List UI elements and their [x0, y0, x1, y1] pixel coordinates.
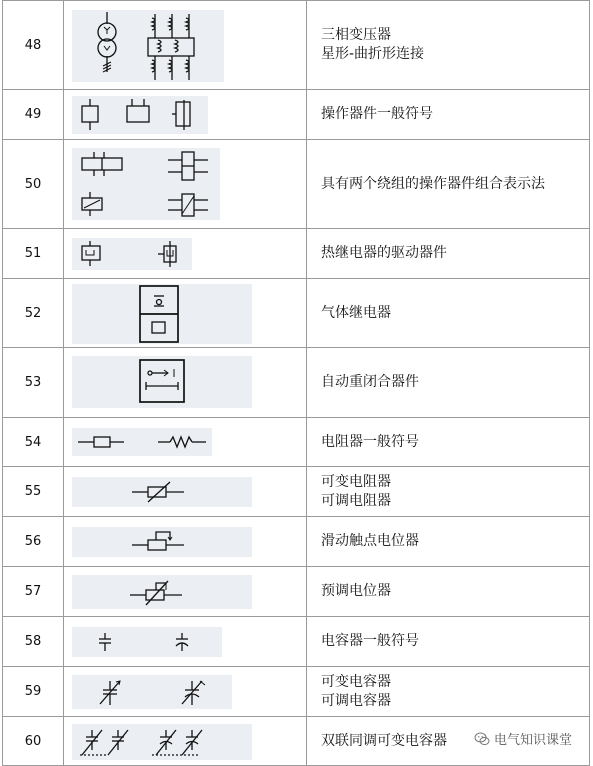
row-number: 58: [3, 617, 64, 667]
symbol-cell: [64, 1, 307, 90]
symbol-cell: [64, 279, 307, 348]
description-cell: [307, 418, 590, 467]
description-cell: [307, 567, 590, 617]
thermal-relay-icon: [72, 238, 192, 270]
description-line: 三相变压器: [321, 27, 391, 43]
sliding-potentiometer-icon: [72, 527, 252, 557]
description-line: 电容器一般符号: [321, 633, 419, 649]
preset-potentiometer-icon: [72, 575, 252, 609]
description-line: 可变电阻器: [321, 473, 391, 490]
description-cell: [307, 517, 590, 567]
row-number: 49: [3, 90, 64, 140]
row-number: 51: [3, 229, 64, 279]
description-line: 预调电位器: [321, 583, 391, 599]
row-number: 59: [3, 667, 64, 717]
row-number: 54: [3, 418, 64, 467]
row-number: 50: [3, 140, 64, 229]
description-line: 滑动触点电位器: [321, 533, 419, 549]
auto-reclose-icon: [72, 356, 252, 408]
table-row: [3, 1, 590, 90]
table-row: [3, 140, 590, 229]
table-row: [3, 467, 590, 517]
description-line: 可调电阻器: [321, 492, 391, 509]
description-line: 操作器件一般符号: [321, 106, 433, 122]
operating-device-icon: [72, 96, 208, 134]
table-row: [3, 517, 590, 567]
watermark: [471, 728, 575, 749]
dual-variable-capacitor-icon: [72, 724, 252, 760]
description-line: 电阻器一般符号: [321, 433, 419, 450]
table-row: [3, 617, 590, 667]
description-line: 热继电器的驱动器件: [321, 245, 447, 261]
symbol-cell: [64, 418, 307, 467]
symbol-cell: [64, 467, 307, 517]
capacitor-icon: [72, 627, 222, 657]
symbol-cell: [64, 617, 307, 667]
description-cell: [307, 279, 590, 348]
table-row: [3, 279, 590, 348]
table-row: [3, 90, 590, 140]
row-number: 48: [3, 1, 64, 90]
gas-relay-icon: [72, 284, 252, 344]
variable-resistor-icon: [72, 477, 252, 507]
description-cell: [307, 617, 590, 667]
description-cell: [307, 229, 590, 279]
table-row: [3, 229, 590, 279]
description-cell: [307, 667, 590, 717]
symbol-table: [2, 0, 590, 766]
description-line: 自动重闭合器件: [321, 374, 419, 390]
description-line: 气体继电器: [321, 304, 391, 321]
row-number: 53: [3, 348, 64, 418]
symbol-cell: [64, 667, 307, 717]
symbol-cell: [64, 348, 307, 418]
symbol-cell: [64, 90, 307, 140]
description-line: 可变电容器: [321, 673, 391, 690]
table-row: [3, 418, 590, 467]
description-cell: [307, 1, 590, 90]
description-line: 可调电容器: [321, 692, 391, 709]
watermark-text: 电气知识课堂: [493, 733, 572, 748]
row-number: 56: [3, 517, 64, 567]
table-row: [3, 667, 590, 717]
resistor-icon: [72, 428, 212, 456]
description-line: 具有两个绕组的操作器件组合表示法: [321, 175, 545, 192]
symbol-cell: [64, 229, 307, 279]
wechat-icon: [474, 731, 490, 747]
symbol-cell: [64, 567, 307, 617]
variable-capacitor-icon: [72, 675, 232, 709]
table-row: [3, 348, 590, 418]
description-cell: [307, 90, 590, 140]
row-number: 60: [3, 717, 64, 766]
description-line: 双联同调可变电容器: [321, 732, 447, 749]
row-number: 57: [3, 567, 64, 617]
symbol-cell: [64, 140, 307, 229]
symbol-cell: [64, 517, 307, 567]
row-number: 52: [3, 279, 64, 348]
symbol-cell: [64, 717, 307, 766]
two-winding-device-icon: [72, 148, 220, 220]
table-row: [3, 567, 590, 617]
description-cell: [307, 467, 590, 517]
row-number: 55: [3, 467, 64, 517]
description-cell: [307, 140, 590, 229]
description-line: 星形-曲折形连接: [321, 46, 425, 62]
transformer-icon: [72, 10, 224, 82]
description-cell: [307, 348, 590, 418]
